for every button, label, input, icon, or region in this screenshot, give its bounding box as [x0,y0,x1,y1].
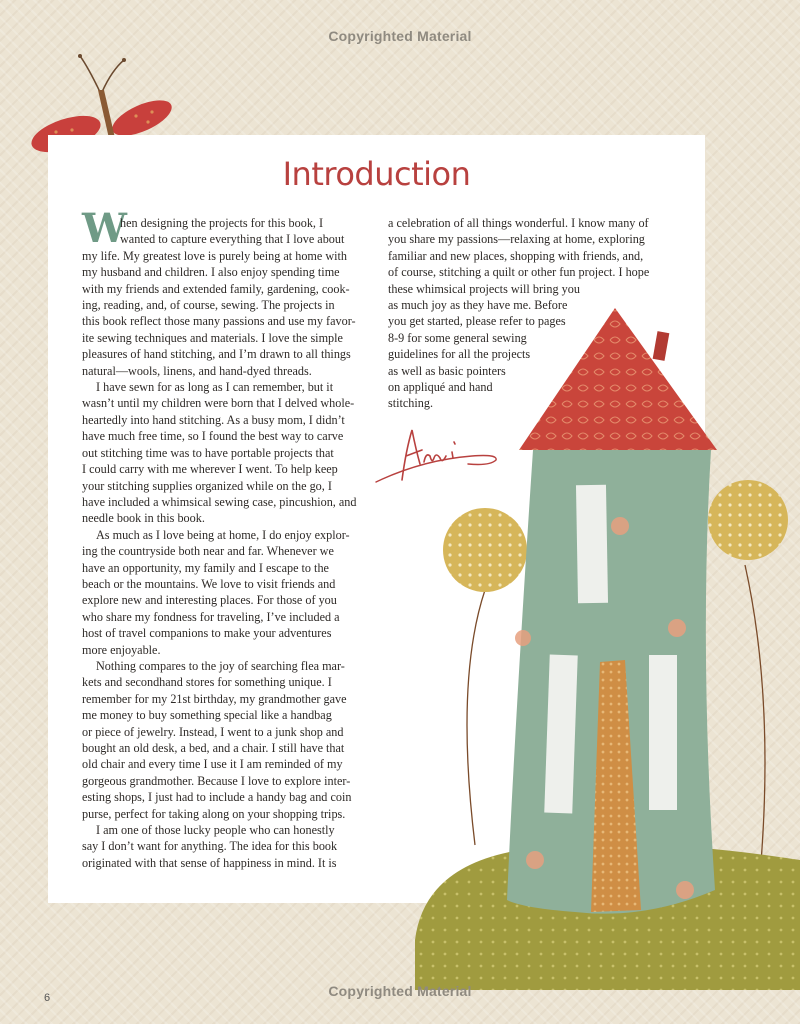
text-line: heartedly into hand stitching. As a busy mom, I didn’t [82,412,345,427]
text-line: bought an old desk, a bed, and a chair. I still have that [82,741,345,755]
text-line: you share my passions—relaxing at home, exploring [388,232,645,247]
tower-house-illustration [415,300,800,990]
text-line: as well as basic pointers [388,363,506,378]
text-line: gorgeous grandmother. Because I love to explore inter- [82,773,351,788]
text-line: 8-9 for some general sewing [388,330,527,345]
watermark-top: Copyrighted Material [328,28,472,44]
text-line: my husband and children. I also enjoy spending time [82,265,340,280]
left-column-text [82,215,374,871]
page-title: Introduction [282,155,471,193]
watermark-bottom: Copyrighted Material [328,983,472,999]
text-line: more enjoyable. [82,642,161,657]
window-top [576,485,608,604]
text-line: these whimsical projects will bring you [388,281,580,296]
text-line: beach or the mountains. We love to visit friends and [82,576,336,591]
drop-cap: W [82,205,127,252]
text-line: wanted to capture everything that I love about [120,232,345,247]
text-line: on appliqué and hand [388,380,493,395]
text-line: my life. My greatest love is purely being at home with [82,248,348,263]
text-line: Nothing compares to the joy of searching flea mar- [96,658,345,673]
text-line: needle book in this book. [82,511,205,526]
text-line: hen designing the projects for this book, I [120,216,324,230]
text-line: have an opportunity, my family and I escape to the [82,560,329,575]
text-line: I could carry with me wherever I went. To help keep [82,462,338,477]
text-line: old chair and every time I use it I am reminded of my [82,757,343,772]
roof [519,308,717,450]
text-line: with my friends and extended family, gardening, cook- [82,281,350,296]
text-line: who share my fondness for traveling, I’ve included a [82,609,340,624]
text-line: out stitching time was to have portable projects that [82,445,334,460]
text-line: you get started, please refer to pages [388,314,566,329]
text-line: ite sewing techniques and materials. I love the simple [82,330,343,345]
text-line: your stitching supplies organized while on the go, I [82,478,332,493]
text-line: stitching. [388,396,434,411]
window-left [544,655,577,814]
text-line: natural—wools, linens, and hand-dyed threads. [82,363,312,378]
text-line: explore new and interesting places. For those of you [82,593,337,608]
balloon-right [708,480,788,560]
text-line: host of travel companions to make your adventures [82,626,332,641]
balloon-left [443,508,527,592]
text-line: or piece of jewelry. Instead, I went to a junk shop and [82,724,344,739]
text-line: ing, reading, and, of course, sewing. The projects in [82,298,335,313]
text-line: purse, perfect for taking along on your shopping trips. [82,806,346,821]
text-line: have included a whimsical sewing case, pincushion, and [82,494,357,509]
text-line: remember for my 21st birthday, my grandmother gave [82,691,347,706]
text-line: esting shops, I just had to include a handy bag and coin [82,790,352,805]
text-line: As much as I love being at home, I do enjoy explor- [96,527,350,542]
text-line: guidelines for all the projects [388,347,531,362]
page-number: 6 [44,992,51,1004]
text-line: me money to buy something special like a handbag [82,708,332,723]
text-line: I am one of those lucky people who can honestly [96,823,335,838]
text-line: this book reflect those many passions and use my favor- [82,314,356,329]
text-line: familiar and new places, shopping with friends, and, [388,248,644,263]
text-line: say I don’t want for anything. The idea for this book [82,839,338,854]
text-line: ing the countryside both near and far. Whenever we [82,544,334,559]
text-line: as much joy as they have me. Before [388,298,568,313]
text-line: pleasures of hand stitching, and I’m drawn to all things [82,347,351,362]
text-line: kets and secondhand stores for something unique. I [82,675,332,690]
text-line: originated with that sense of happiness in mind. It is [82,855,337,870]
text-line: I have sewn for as long as I can remember, but it [96,380,334,395]
text-line: wasn’t until my children were born that I delved whole- [82,396,355,411]
text-line: have much free time, so I found the best way to carve [82,429,344,444]
text-line: a celebration of all things wonderful. I know many of [388,216,649,230]
text-line: of course, stitching a quilt or other fun project. I hope [388,265,650,280]
window-right [649,655,677,810]
